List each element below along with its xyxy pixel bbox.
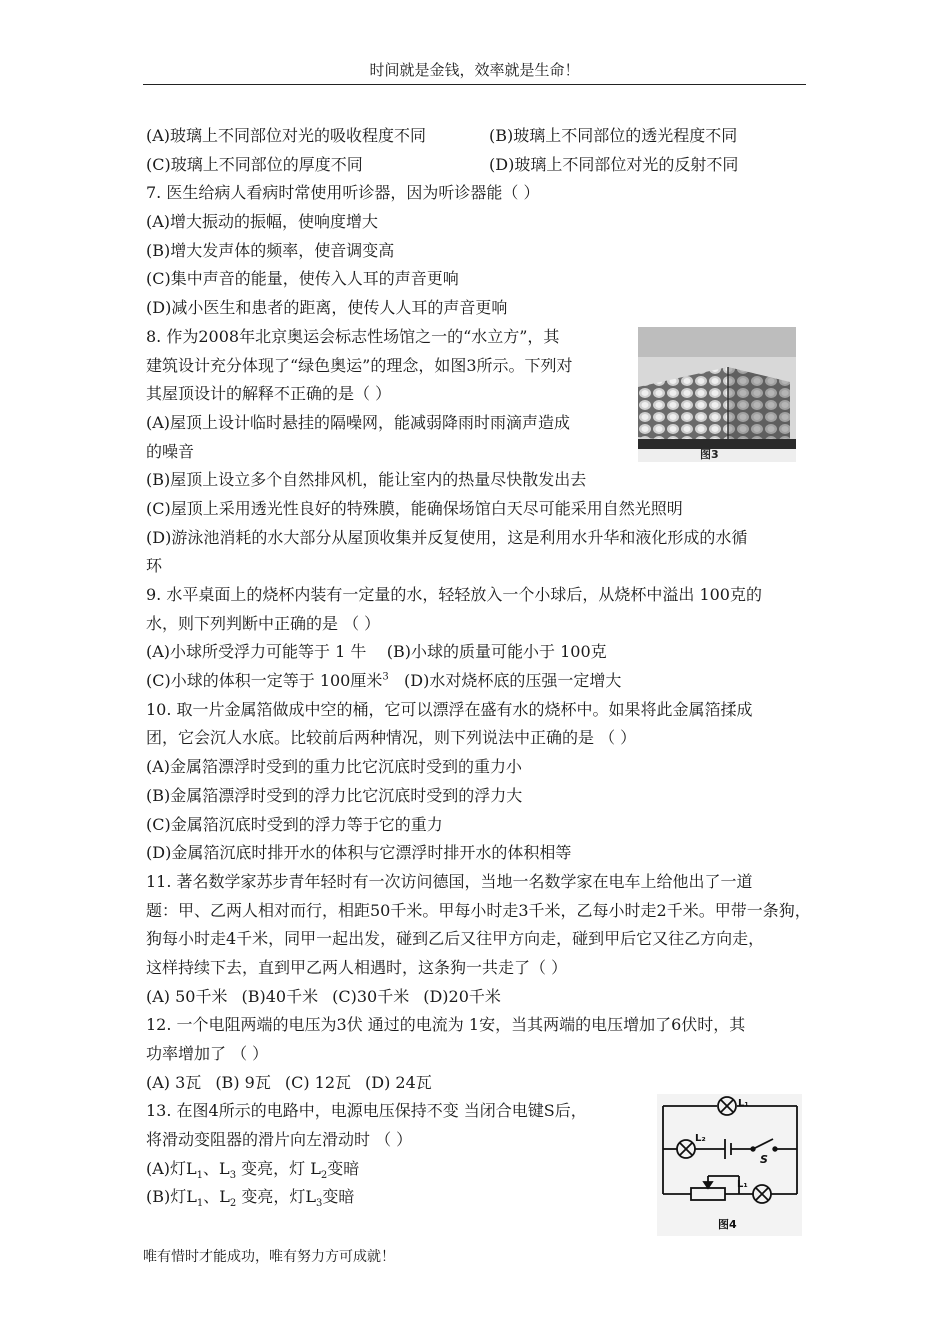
q11-option-c: (C)30千米: [332, 986, 410, 1006]
q10-option-d: (D)金属箔沉底时排开水的体积与它漂浮时排开水的体积相等: [146, 843, 572, 863]
q12-option-c: (C) 12瓦: [284, 1072, 352, 1092]
q12-stem-line-2: 功率增加了 （ ）: [146, 1044, 269, 1063]
q13-option-a: (A)灯$L_1$、$L_3$ 变亮，灯 $L_2$变暗: [146, 1158, 360, 1181]
q9-option-d: (D)水对烧杯底的压强一定增大: [404, 671, 622, 691]
q9-stem-line-2: 水，则下列判断中正确的是 （ ）: [146, 613, 381, 633]
q8-option-d: (D)游泳池消耗的水大部分从屋顶收集并反复使用，这是利用水升华和液化形成的水循: [146, 527, 748, 547]
q7-option-d: (D)减小医生和患者的距离，使传人人耳的声音更响: [146, 298, 508, 318]
q11-option-b: (B)40千米: [241, 986, 319, 1006]
q6-option-c: (C)玻璃上不同部位的厚度不同: [146, 154, 363, 174]
q12-option-b: (B) 9瓦: [215, 1072, 271, 1092]
q11-option-d: (D)20千米: [423, 986, 501, 1006]
q9-option-a: (A)小球所受浮力可能等于 1 牛: [146, 642, 367, 662]
q7-option-c: (C)集中声音的能量，使传入人耳的声音更响: [146, 269, 459, 289]
q10-option-b: (B)金属箔漂浮时受到的浮力比它沉底时受到的浮力大: [146, 785, 523, 805]
q13-stem-line-1: 13. 在图4所示的电路中，电源电压保持不变 当闭合电键S后，: [146, 1101, 587, 1121]
q12-option-d: (D) 24瓦: [365, 1072, 432, 1092]
q8-option-c: (C)屋顶上采用透光性良好的特殊膜，能确保场馆白天尽可能采用自然光照明: [146, 498, 683, 518]
q11-stem-line-2: 题：甲、乙两人相对而行，相距50千米。甲每小时走3千米，乙每小时走2千米。甲带一条狗，: [146, 900, 811, 920]
q8-option-b: (B)屋顶上设立多个自然排风机，能让室内的热量尽快散发出去: [146, 470, 587, 490]
q6-option-a: (A)玻璃上不同部位对光的吸收程度不同: [146, 126, 427, 145]
q10-option-c: (C)金属箔沉底时受到的浮力等于它的重力: [146, 814, 443, 834]
q9-option-b: (B)小球的质量可能小于 100克: [386, 642, 607, 662]
figure-3-caption: 图3: [700, 448, 719, 461]
q12-option-a: (A) 3瓦: [146, 1072, 202, 1092]
q6-option-b: (B)玻璃上不同部位的透光程度不同: [489, 126, 738, 145]
q8-option-a: (A)屋顶上设计临时悬挂的隔噪网，能减弱降雨时雨滴声造成: [146, 412, 571, 432]
label-l3: L₁: [737, 1179, 748, 1190]
q9-option-c: (C)小球的体积一定等于 100厘米$^3$: [146, 671, 389, 691]
label-l2: L₂: [695, 1133, 706, 1144]
q6-options-row-1: [146, 122, 811, 151]
q6-option-d: (D)玻璃上不同部位对光的反射不同: [489, 154, 739, 174]
figure-3-water-cube-photo: [638, 327, 796, 462]
header-divider: [143, 84, 806, 85]
page-footer: 唯有惜时才能成功，唯有努力方可成就！: [143, 1249, 395, 1265]
rheostat-icon: [691, 1188, 725, 1200]
q13-stem-line-2: 将滑动变阻器的滑片向左滑动时 （ ）: [146, 1130, 413, 1150]
figure-4-caption: 图4: [718, 1218, 737, 1231]
q13-option-b: (B)灯$L_1$、$L_2$ 变亮，灯$L_3$变暗: [146, 1187, 355, 1210]
q7-option-b: (B)增大发声体的频率，使音调变高: [146, 240, 395, 260]
q8-option-d-cont: 环: [146, 556, 163, 576]
q9-options-row-1: [146, 638, 811, 667]
q11-option-a: (A) 50千米: [146, 986, 228, 1006]
document-body: [146, 122, 811, 1212]
q6-options-row-2: [146, 151, 811, 180]
q11-stem-line-1: 11. 著名数学家苏步青年轻时有一次访问德国，当地一名数学家在电车上给他出了一道: [146, 871, 753, 891]
q9-options-row-2: [146, 667, 811, 696]
q8-option-a-cont: 的噪音: [146, 441, 195, 461]
q9-stem-line-1: 9. 水平桌面上的烧杯内装有一定量的水，轻轻放入一个小球后，从烧杯中溢出 100克的: [146, 585, 762, 604]
q10-stem-line-2: 团，它会沉人水底。比较前后两种情况，则下列说法中正确的是 （ ）: [146, 728, 637, 748]
q11-stem-line-3: 狗每小时走4千米，同甲一起出发，碰到乙后又往甲方向走，碰到甲后它又往乙方向走，: [146, 929, 765, 949]
q11-stem-line-4: 这样持续下去，直到甲乙两人相遇时，这条狗一共走了（ ）: [146, 957, 568, 977]
q10-option-a: (A)金属箔漂浮时受到的重力比它沉底时受到的重力小: [146, 757, 523, 777]
q12-stem-line-1: 12. 一个电阻两端的电压为3伏 通过的电流为 1安，当其两端的电压增加了6伏时，其: [146, 1015, 746, 1035]
figure-4-circuit-diagram: [657, 1094, 802, 1236]
q11-options: [146, 983, 811, 1012]
q8-stem-line-2: 建筑设计充分体现了“绿色奥运”的理念，如图3所示。下列对: [146, 355, 573, 375]
q7-stem: 7. 医生给病人看病时常使用听诊器，因为听诊器能（ ）: [146, 183, 540, 203]
page-header: 时间就是金钱，效率就是生命！: [369, 61, 580, 79]
q7-option-a: (A)增大振动的振幅，使响度增大: [146, 212, 379, 232]
q10-stem-line-1: 10. 取一片金属箔做成中空的桶，它可以漂浮在盛有水的烧杯中。如果将此金属箔揉成: [146, 699, 753, 719]
label-s: S: [760, 1153, 768, 1166]
q8-stem-line-1: 8. 作为2008年北京奥运会标志性场馆之一的“水立方”，其: [146, 326, 560, 346]
q8-stem-line-3: 其屋顶设计的解释不正确的是（ ）: [146, 384, 392, 404]
label-l1: L₁: [738, 1098, 749, 1109]
